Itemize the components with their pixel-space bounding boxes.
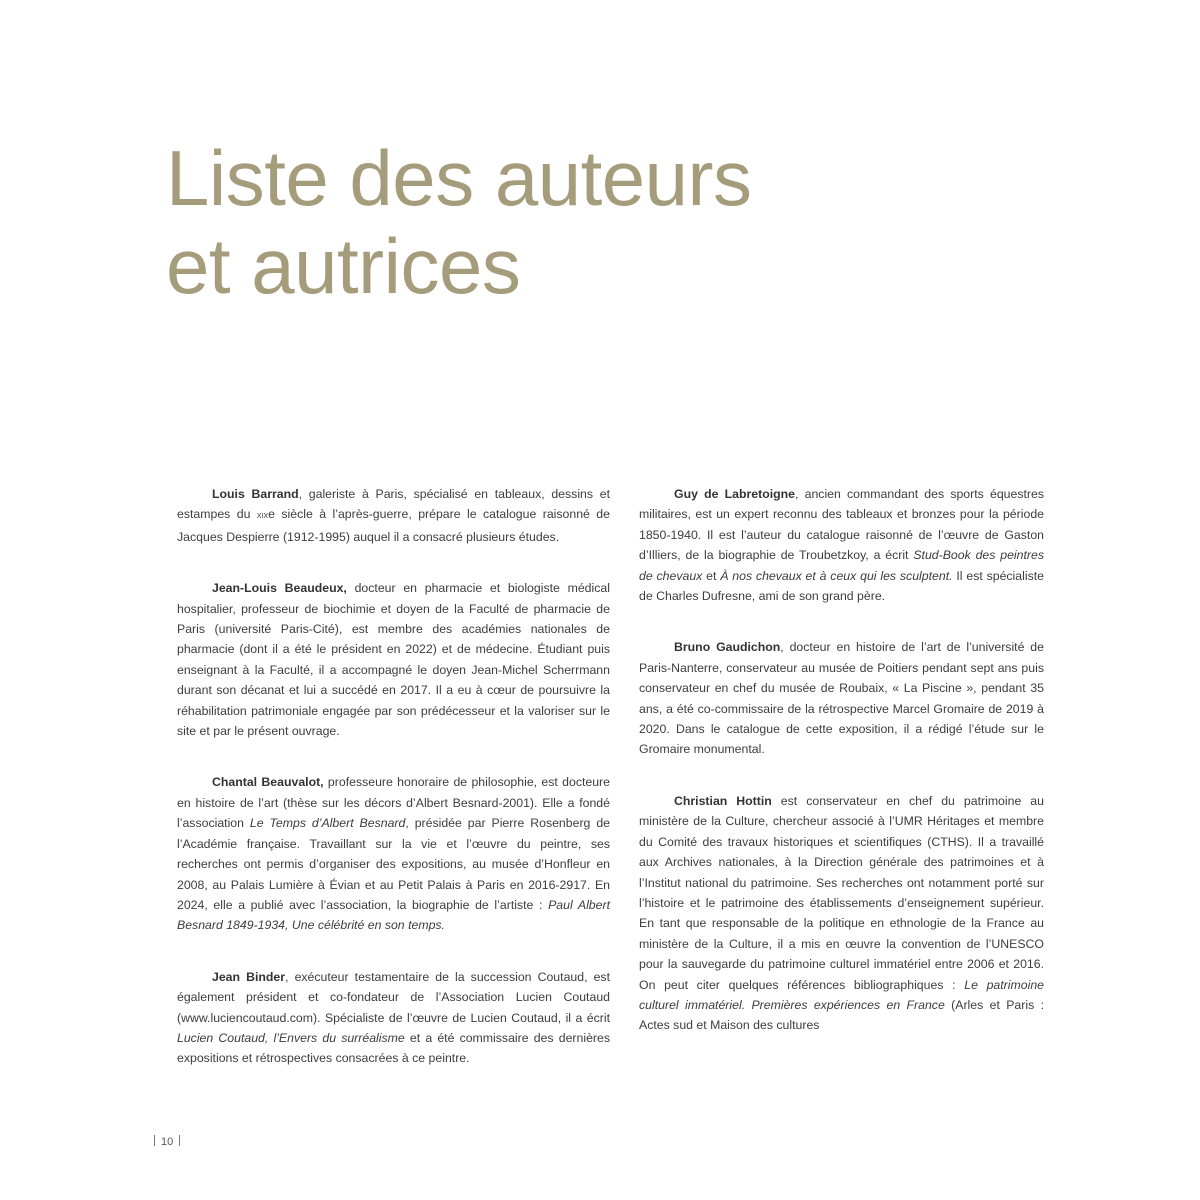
- author-name: Christian Hottin: [674, 793, 772, 808]
- work-title: Lucien Coutaud, l’Envers du surréalisme: [177, 1030, 405, 1045]
- work-title: Stud-Book des peintres de chevaux: [639, 548, 1045, 583]
- page-number: 10: [161, 1136, 174, 1148]
- author-entry-beaudeux: [177, 578, 610, 741]
- author-entry-barrand: [177, 484, 610, 547]
- author-bio: , exécuteur testamentaire de la succession Coutaud, est également président et co-fondateur de l’Association Lucien Coutaud (www.luciencoutaud.com). Spécialiste de l’œuvre de Lucien Coutaud, il a écrit: [177, 969, 610, 1025]
- author-entry-gaudichon: [639, 637, 1044, 759]
- author-bio: est conservateur en chef du patrimoine au ministère de la Culture, chercheur associé à l’UMR Héritages et membre du Comité des travaux historiques et scientifiques (CTHS). Il a travaillé aux Archives nationales, à la Direction générale des patrimoines et à l’Institut national du patrimoine. Ses recherches ont notamment porté sur l’histoire et le patrimoine des établissements d’enseignement supérieur. En tant que responsable de la politique en ethnologie de la France au ministère de la Culture, il a mis en œuvre la convention de l’UNESCO pour la sauvegarde du patrimoine culturel immatériel entre 2006 et 2016. On peut citer quelques références bibliographiques :: [639, 793, 1044, 992]
- author-name: Chantal Beauvalot,: [212, 775, 324, 790]
- author-name: Jean-Louis Beaudeux,: [212, 581, 347, 596]
- author-name: Louis Barrand: [212, 487, 299, 501]
- author-bio: (Arles et Paris : Actes sud et Maison des cultures: [639, 997, 1045, 1033]
- author-bio: et a été commissaire des dernières expositions et rétrospectives consacrées à ce peintre.: [177, 1030, 610, 1066]
- page-title: [166, 134, 752, 310]
- author-name: Bruno Gaudichon: [674, 640, 781, 655]
- work-title: Le patrimoine culturel immatériel. Premières expériences en France: [639, 977, 1044, 1012]
- page-number-folio: [148, 1135, 186, 1148]
- right-column: [639, 484, 1044, 1067]
- author-bio: et: [702, 568, 721, 583]
- left-column: [177, 484, 610, 1100]
- author-entry-hottin: [639, 791, 1044, 1036]
- century-numeral: xix: [256, 510, 269, 522]
- author-bio: e siècle à l’après-guerre, prépare le catalogue raisonné de Jacques Despierre (1912-1995) auquel il a consacré plusieurs études.: [177, 507, 610, 544]
- author-bio: , ancien commandant des sports équestres militaires, est un expert reconnu des tableaux et bronzes pour la période 1850-1940. Il est l’auteur du catalogue raisonné de l’œuvre de Gaston d’Illiers, de la biographie de Troubetzkoy, a écrit: [639, 487, 1044, 563]
- author-entry-beauvalot: [177, 772, 610, 935]
- author-name: Jean Binder: [212, 969, 286, 984]
- author-bio: Il est spécialiste de Charles Dufresne, ami de son grand père.: [639, 568, 1045, 604]
- work-title: À nos chevaux et à ceux qui les sculptent.: [720, 568, 953, 583]
- author-name: Guy de Labretoigne: [674, 487, 796, 501]
- page-title-line-1: Liste des auteurs: [166, 134, 752, 222]
- folio-divider-right: [179, 1135, 180, 1146]
- author-bio: professeure honoraire de philosophie, est docteure en histoire de l’art (thèse sur les décors d’Albert Besnard-2001). Elle a fondé l’association: [177, 775, 610, 831]
- author-entry-binder: [177, 967, 610, 1069]
- author-bio: , docteur en histoire de l’art de l’université de Paris-Nanterre, conservateur au musée de Poitiers pendant sept ans puis conservateur en chef du musée de Roubaix, « La Piscine », pendant 35 ans, a été co-commissaire de la rétrospective Marcel Gromaire de 2019 à 2020. Dans le catalogue de cette exposition, il a rédigé l’étude sur le Gromaire monumental.: [639, 640, 1044, 757]
- author-entry-labretoigne: [639, 484, 1044, 606]
- author-bio: , présidée par Pierre Rosenberg de l’Académie française. Travaillant sur la vie et l’œuvre du peintre, ses recherches ont permis d’organiser des expositions, au musée d’Honfleur en 2008, au Palais Lumière à Évian et au Petit Palais à Paris en 2016-2917. En 2024, elle a publié avec l’association, la biographie de l’artiste :: [177, 816, 610, 912]
- folio-divider-left: [154, 1135, 155, 1146]
- author-bio: docteur en pharmacie et biologiste médical hospitalier, professeur de biochimie et doyen de la Faculté de pharmacie de Paris (université Paris-Cité), est membre des académies nationales de pharmacie (dont il a été le président en 2022) et de médecine. Étudiant puis enseignant à la Faculté, il a accompagné le doyen Jean-Michel Scherrmann durant son décanat et lui a succédé en 2017. Il a eu à cœur de poursuivre la réhabilitation patrimoniale engagée par son prédécesseur et la valoriser sur le site et par le présent ouvrage.: [177, 581, 610, 739]
- work-title: Le Temps d’Albert Besnard: [249, 816, 406, 831]
- work-title: Paul Albert Besnard 1849-1934, Une célébrité en son temps.: [177, 897, 610, 933]
- author-bio: , galeriste à Paris, spécialisé en tableaux, dessins et estampes du: [177, 487, 610, 522]
- page-title-line-2: et autrices: [166, 222, 521, 310]
